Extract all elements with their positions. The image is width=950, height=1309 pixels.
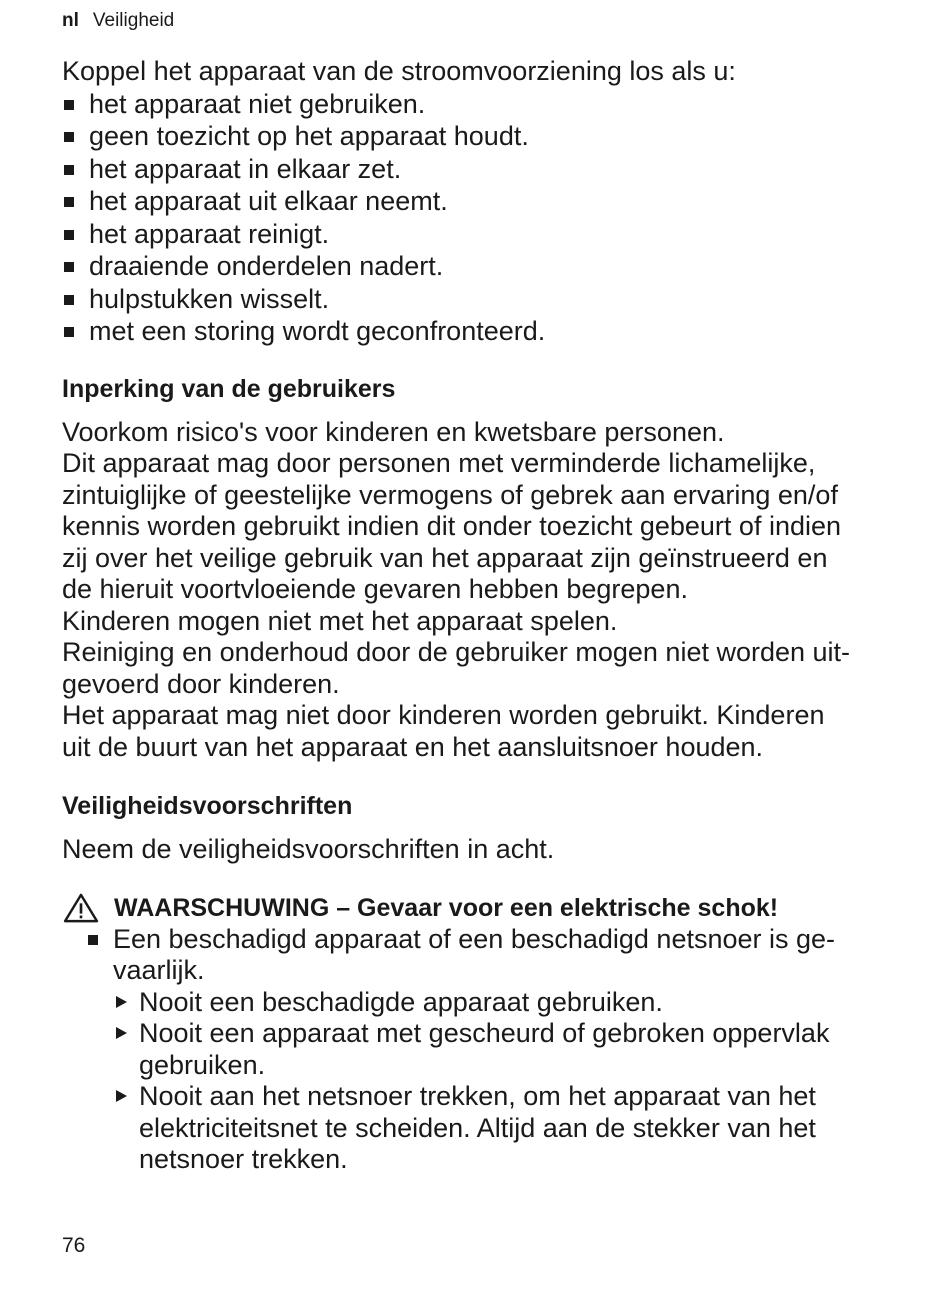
text-line: Dit apparaat mag door personen met verminderde lichamelijke,	[62, 448, 816, 478]
section-title: Veiligheid	[92, 10, 175, 31]
warning-list	[86, 924, 902, 1176]
safety-heading: Veiligheidsvoorschriften	[62, 792, 353, 820]
list-item: het apparaat in elkaar zet.	[62, 153, 902, 186]
text-line: zij over het veilige gebruik van het apparaat zijn geïnstrueerd en	[62, 542, 828, 573]
disconnect-list	[62, 88, 902, 348]
text-line: Nooit aan het netsnoer trekken, om het apparaat van het	[139, 1081, 816, 1111]
warning-title: WAARSCHUWING – Gevaar voor een elektrische schok!	[114, 893, 779, 922]
text-line: vaarlijk.	[113, 955, 205, 985]
text-line: Voorkom risico's voor kinderen en kwetsbare personen.	[62, 416, 725, 447]
warning-item	[86, 924, 902, 1176]
list-item: het apparaat reinigt.	[62, 218, 902, 251]
list-item: het apparaat niet gebruiken.	[62, 88, 902, 121]
restriction-body	[62, 417, 902, 764]
list-item: met een storing wordt geconfronteerd.	[62, 315, 902, 348]
text-line: kennis worden gebruikt indien dit onder toezicht gebeurt of indien	[62, 511, 842, 541]
text-line: Een beschadigd apparaat of een beschadigd netsnoer is ge-	[113, 923, 836, 954]
safety-intro: Neem de veiligheidsvoorschriften in acht.	[62, 834, 555, 864]
list-item: geen toezicht op het apparaat houdt.	[62, 120, 902, 153]
text-line: gevoerd door kinderen.	[62, 668, 340, 699]
text-line: Reiniging en onderhoud door de gebruiker mogen niet worden uit-	[62, 637, 851, 667]
text-line: Het apparaat mag niet door kinderen worden gebruikt. Kinderen	[62, 700, 825, 730]
action-list	[113, 987, 902, 1176]
text-line: uit de buurt van het apparaat en het aansluitsnoer houden.	[62, 731, 764, 762]
text-line: gebruiken.	[139, 1049, 266, 1080]
text-line: zintuiglijke of geestelijke vermogens of gebrek aan ervaring en/of	[62, 479, 838, 510]
action-item	[113, 987, 902, 1019]
text-line: Nooit een beschadigde apparaat gebruiken.	[139, 986, 663, 1017]
list-item: hulpstukken wisselt.	[62, 283, 902, 316]
list-item: draaiende onderdelen nadert.	[62, 250, 902, 283]
restriction-heading: Inperking van de gebruikers	[62, 374, 396, 403]
list-item: het apparaat uit elkaar neemt.	[62, 185, 902, 218]
page-content	[62, 56, 902, 1176]
warning-triangle-icon	[62, 893, 100, 923]
language-code: nl	[62, 10, 79, 31]
text-line: Kinderen mogen niet met het apparaat spelen.	[62, 605, 618, 636]
text-line: netsnoer trekken.	[139, 1144, 348, 1174]
page-header	[62, 10, 174, 32]
disconnect-intro: Koppel het apparaat van de stroomvoorziening los als u:	[62, 56, 736, 86]
text-line: elektriciteitsnet te scheiden. Altijd aan de stekker van het	[139, 1112, 816, 1143]
page-number: 76	[62, 1234, 86, 1257]
text-line: Nooit een apparaat met gescheurd of gebroken oppervlak	[139, 1018, 830, 1048]
text-line: de hieruit voortvloeiende gevaren hebben begrepen.	[62, 574, 688, 604]
warning-header	[62, 892, 902, 924]
action-item	[113, 1018, 902, 1081]
action-item	[113, 1081, 902, 1176]
